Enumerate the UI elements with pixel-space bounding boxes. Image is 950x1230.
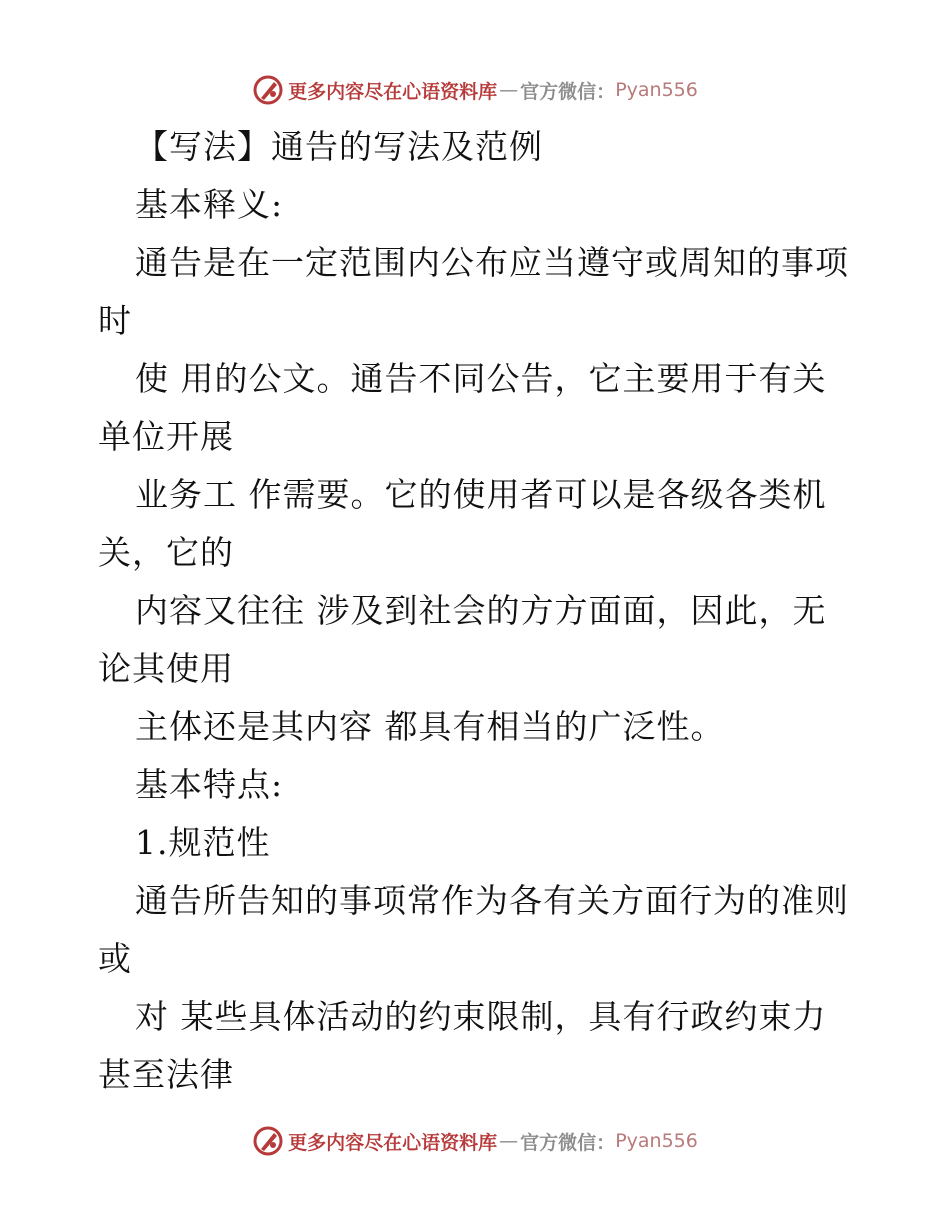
header-contact-id: Pyan556 — [615, 79, 698, 101]
doc-line: 使 用的公文。通告不同公告，它主要用于有关 — [135, 359, 827, 398]
doc-line: 业务工 作需要。它的使用者可以是各级各类机 — [135, 475, 827, 514]
doc-line: 内容又往往 涉及到社会的方方面面，因此，无 — [135, 591, 827, 630]
doc-line: 通告是在一定范围内公布应当遵守或周知的事项 — [135, 243, 849, 282]
doc-line: 1.规范性 — [135, 823, 271, 862]
header-contact-label: 官方微信： — [520, 80, 616, 103]
footer-contact-id: Pyan556 — [615, 1130, 698, 1152]
doc-line: 对 某些具体活动的约束限制，具有行政约束力 — [135, 997, 827, 1036]
header-brand-text: 更多内容尽在心语资料库 — [288, 80, 498, 103]
doc-line: 基本特点: — [135, 765, 284, 804]
seal-pen-icon — [252, 74, 284, 106]
doc-line: 或 — [98, 939, 132, 978]
doc-line: 论其使用 — [98, 649, 234, 688]
header-dash: — — [499, 79, 519, 101]
document-body — [98, 118, 858, 1104]
seal-pen-icon — [252, 1125, 284, 1157]
doc-line: 甚至法律 — [98, 1055, 234, 1094]
footer-brand-text: 更多内容尽在心语资料库 — [288, 1131, 498, 1154]
doc-line: 关，它的 — [98, 533, 234, 572]
footer-dash: — — [499, 1130, 519, 1152]
doc-title: 【写法】通告的写法及范例 — [135, 127, 543, 166]
doc-line: 单位开展 — [98, 417, 234, 456]
footer-contact-label: 官方微信： — [520, 1131, 616, 1154]
doc-line: 通告所告知的事项常作为各有关方面行为的准则 — [135, 881, 849, 920]
doc-line: 主体还是其内容 都具有相当的广泛性。 — [135, 707, 725, 746]
footer-banner — [0, 1121, 950, 1161]
doc-line: 基本释义: — [135, 185, 284, 224]
header-banner — [0, 70, 950, 110]
doc-line: 时 — [98, 301, 132, 340]
